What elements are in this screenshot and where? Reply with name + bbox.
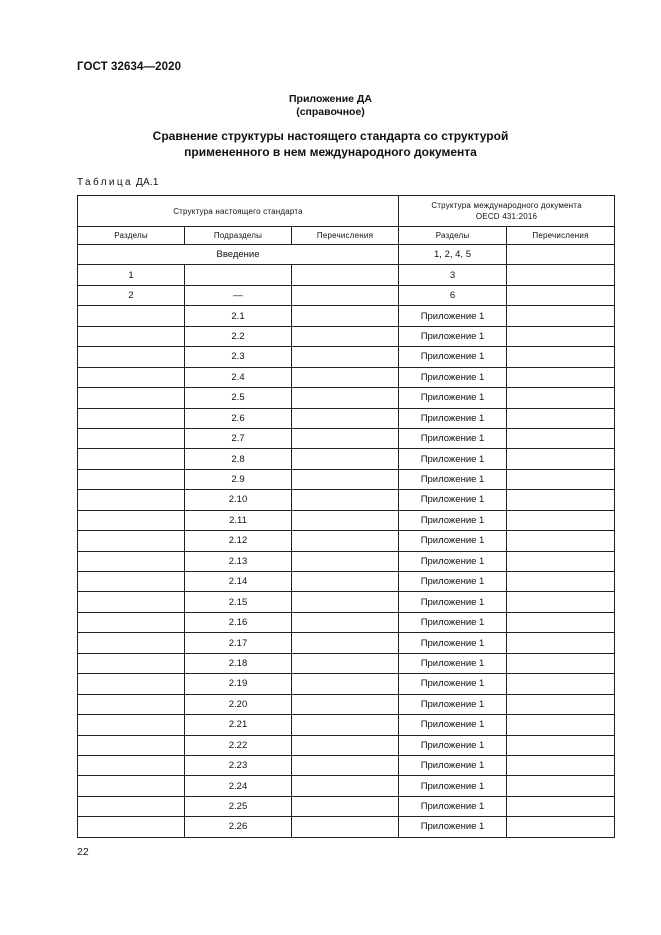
enumeration-cell [292, 633, 399, 653]
intl-section-cell: Приложение 1 [399, 449, 507, 469]
enumeration-cell [292, 817, 399, 837]
table-row [78, 735, 615, 755]
section-cell [78, 694, 185, 714]
enumeration-cell [292, 796, 399, 816]
section-cell [78, 388, 185, 408]
subsection-cell: 2.4 [185, 367, 292, 387]
table-row [78, 449, 615, 469]
section-cell [78, 367, 185, 387]
document-header: ГОСТ 32634—2020 [77, 61, 182, 73]
table-row [78, 551, 615, 571]
column-header: Перечисления [507, 227, 615, 245]
table-row [78, 367, 615, 387]
table-caption-number: ДА.1 [136, 177, 159, 188]
intl-section-cell: Приложение 1 [399, 367, 507, 387]
intl-section-cell: Приложение 1 [399, 326, 507, 346]
group-header-intl-line-2: OECD 431:2016 [475, 212, 538, 221]
enumeration-cell [292, 306, 399, 326]
section-cell: 1 [78, 265, 185, 285]
enumeration-cell [292, 572, 399, 592]
subsection-cell: 2.26 [185, 817, 292, 837]
table-row [78, 592, 615, 612]
intl-section-cell: Приложение 1 [399, 796, 507, 816]
table-row [78, 572, 615, 592]
intl-section-cell: Приложение 1 [399, 612, 507, 632]
page-number: 22 [77, 846, 89, 858]
enumeration-cell [292, 265, 399, 285]
intl-section-cell: Приложение 1 [399, 592, 507, 612]
table-row [78, 326, 615, 346]
table-row [78, 674, 615, 694]
enumeration-cell [292, 490, 399, 510]
intl-enumeration-cell [507, 796, 615, 816]
appendix-heading [0, 93, 661, 119]
section-cell [78, 347, 185, 367]
intl-enumeration-cell [507, 408, 615, 428]
subsection-cell: 2.12 [185, 531, 292, 551]
section-cell [78, 408, 185, 428]
table-row [78, 817, 615, 837]
intl-section-cell: Приложение 1 [399, 572, 507, 592]
section-cell [78, 817, 185, 837]
intl-section-cell: 6 [399, 285, 507, 305]
section-cell [78, 674, 185, 694]
section-cell [78, 633, 185, 653]
enumeration-cell [292, 592, 399, 612]
table-row [78, 755, 615, 775]
enumeration-cell [292, 653, 399, 673]
intl-section-cell: Приложение 1 [399, 510, 507, 530]
group-header-intl-document [399, 196, 615, 227]
table-row [78, 306, 615, 326]
intl-section-cell: Приложение 1 [399, 306, 507, 326]
enumeration-cell [292, 735, 399, 755]
title-line-2: примененного в нем международного документа [184, 145, 477, 159]
group-header-intl-line-1: Структура международного документа [431, 201, 582, 210]
section-cell [78, 428, 185, 448]
enumeration-cell [292, 469, 399, 489]
intl-enumeration-cell [507, 633, 615, 653]
subsection-cell: — [185, 285, 292, 305]
subsection-cell: 2.16 [185, 612, 292, 632]
subsection-cell: 2.14 [185, 572, 292, 592]
intl-section-cell: Приложение 1 [399, 347, 507, 367]
group-header-this-standard: Структура настоящего стандарта [78, 196, 399, 227]
section-cell [78, 469, 185, 489]
subsection-cell: 2.1 [185, 306, 292, 326]
enumeration-cell [292, 612, 399, 632]
subsection-cell: 2.18 [185, 653, 292, 673]
intl-enumeration-cell [507, 347, 615, 367]
intl-enumeration-cell [507, 817, 615, 837]
intl-enumeration-cell [507, 572, 615, 592]
section-cell [78, 612, 185, 632]
intro-intl-sections-cell: 1, 2, 4, 5 [399, 245, 507, 265]
intl-section-cell: Приложение 1 [399, 776, 507, 796]
table-row-intro [78, 245, 615, 265]
enumeration-cell [292, 755, 399, 775]
table-row [78, 510, 615, 530]
subsection-cell: 2.10 [185, 490, 292, 510]
intl-section-cell: Приложение 1 [399, 735, 507, 755]
subsection-cell: 2.20 [185, 694, 292, 714]
table-row [78, 285, 615, 305]
intl-enumeration-cell [507, 531, 615, 551]
intl-section-cell: 3 [399, 265, 507, 285]
section-cell [78, 755, 185, 775]
intl-section-cell: Приложение 1 [399, 551, 507, 571]
intl-enumeration-cell [507, 612, 615, 632]
intl-enumeration-cell [507, 367, 615, 387]
table-row [78, 694, 615, 714]
table-row [78, 633, 615, 653]
table-row [78, 715, 615, 735]
table-row [78, 265, 615, 285]
table-row [78, 776, 615, 796]
section-cell [78, 653, 185, 673]
page-title [0, 128, 661, 160]
intl-section-cell: Приложение 1 [399, 653, 507, 673]
intl-section-cell: Приложение 1 [399, 469, 507, 489]
intl-enumeration-cell [507, 388, 615, 408]
enumeration-cell [292, 428, 399, 448]
table-row [78, 428, 615, 448]
section-cell [78, 776, 185, 796]
subsection-cell: 2.5 [185, 388, 292, 408]
subsection-cell: 2.13 [185, 551, 292, 571]
intl-section-cell: Приложение 1 [399, 755, 507, 775]
section-cell [78, 735, 185, 755]
subsection-cell: 2.15 [185, 592, 292, 612]
intl-enumeration-cell [507, 592, 615, 612]
enumeration-cell [292, 347, 399, 367]
table-row [78, 796, 615, 816]
table-row [78, 347, 615, 367]
subsection-cell: 2.9 [185, 469, 292, 489]
table-row [78, 653, 615, 673]
comparison-table [77, 195, 615, 838]
subsection-cell [185, 265, 292, 285]
enumeration-cell [292, 449, 399, 469]
section-cell [78, 490, 185, 510]
enumeration-cell [292, 388, 399, 408]
intl-enumeration-cell [507, 490, 615, 510]
enumeration-cell [292, 551, 399, 571]
column-header: Перечисления [292, 227, 399, 245]
section-cell [78, 796, 185, 816]
intl-section-cell: Приложение 1 [399, 490, 507, 510]
intl-enumeration-cell [507, 326, 615, 346]
enumeration-cell [292, 326, 399, 346]
enumeration-cell [292, 408, 399, 428]
subsection-cell: 2.7 [185, 428, 292, 448]
enumeration-cell [292, 531, 399, 551]
section-cell [78, 715, 185, 735]
enumeration-cell [292, 367, 399, 387]
enumeration-cell [292, 285, 399, 305]
intro-intl-enumerations-cell [507, 245, 615, 265]
intl-section-cell: Приложение 1 [399, 388, 507, 408]
intl-enumeration-cell [507, 551, 615, 571]
subsection-cell: 2.6 [185, 408, 292, 428]
title-line-1: Сравнение структуры настоящего стандарта со структурой [152, 129, 509, 143]
subsection-cell: 2.22 [185, 735, 292, 755]
appendix-title: Приложение ДА [289, 93, 372, 105]
intl-section-cell: Приложение 1 [399, 674, 507, 694]
enumeration-cell [292, 776, 399, 796]
subsection-cell: 2.24 [185, 776, 292, 796]
subsection-cell: 2.21 [185, 715, 292, 735]
subsection-cell: 2.19 [185, 674, 292, 694]
subsection-cell: 2.8 [185, 449, 292, 469]
intl-section-cell: Приложение 1 [399, 633, 507, 653]
enumeration-cell [292, 674, 399, 694]
subsection-cell: 2.17 [185, 633, 292, 653]
intl-section-cell: Приложение 1 [399, 428, 507, 448]
subsection-cell: 2.23 [185, 755, 292, 775]
intl-enumeration-cell [507, 735, 615, 755]
column-header: Разделы [399, 227, 507, 245]
intro-cell: Введение [78, 245, 399, 265]
table-caption [77, 177, 159, 188]
table-row [78, 469, 615, 489]
intl-enumeration-cell [507, 285, 615, 305]
intl-section-cell: Приложение 1 [399, 715, 507, 735]
intl-enumeration-cell [507, 755, 615, 775]
section-cell [78, 510, 185, 530]
intl-enumeration-cell [507, 674, 615, 694]
subsection-cell: 2.25 [185, 796, 292, 816]
intl-enumeration-cell [507, 653, 615, 673]
intl-enumeration-cell [507, 428, 615, 448]
intl-section-cell: Приложение 1 [399, 817, 507, 837]
table-row [78, 531, 615, 551]
table-row [78, 408, 615, 428]
section-cell [78, 326, 185, 346]
column-header: Разделы [78, 227, 185, 245]
intl-section-cell: Приложение 1 [399, 694, 507, 714]
section-cell [78, 551, 185, 571]
table-row [78, 388, 615, 408]
column-header: Подразделы [185, 227, 292, 245]
subsection-cell: 2.11 [185, 510, 292, 530]
table-group-header-row [78, 196, 615, 227]
intl-enumeration-cell [507, 449, 615, 469]
section-cell [78, 306, 185, 326]
intl-enumeration-cell [507, 715, 615, 735]
section-cell [78, 531, 185, 551]
section-cell [78, 572, 185, 592]
intl-enumeration-cell [507, 694, 615, 714]
section-cell [78, 592, 185, 612]
intl-enumeration-cell [507, 776, 615, 796]
intl-section-cell: Приложение 1 [399, 408, 507, 428]
table-caption-word: Таблица [77, 177, 134, 188]
subsection-cell: 2.3 [185, 347, 292, 367]
enumeration-cell [292, 694, 399, 714]
intl-enumeration-cell [507, 469, 615, 489]
enumeration-cell [292, 715, 399, 735]
section-cell: 2 [78, 285, 185, 305]
intl-enumeration-cell [507, 510, 615, 530]
table-column-header-row [78, 227, 615, 245]
section-cell [78, 449, 185, 469]
intl-enumeration-cell [507, 265, 615, 285]
subsection-cell: 2.2 [185, 326, 292, 346]
table-row [78, 612, 615, 632]
appendix-note: (справочное) [296, 106, 365, 118]
enumeration-cell [292, 510, 399, 530]
intl-section-cell: Приложение 1 [399, 531, 507, 551]
table-row [78, 490, 615, 510]
intl-enumeration-cell [507, 306, 615, 326]
